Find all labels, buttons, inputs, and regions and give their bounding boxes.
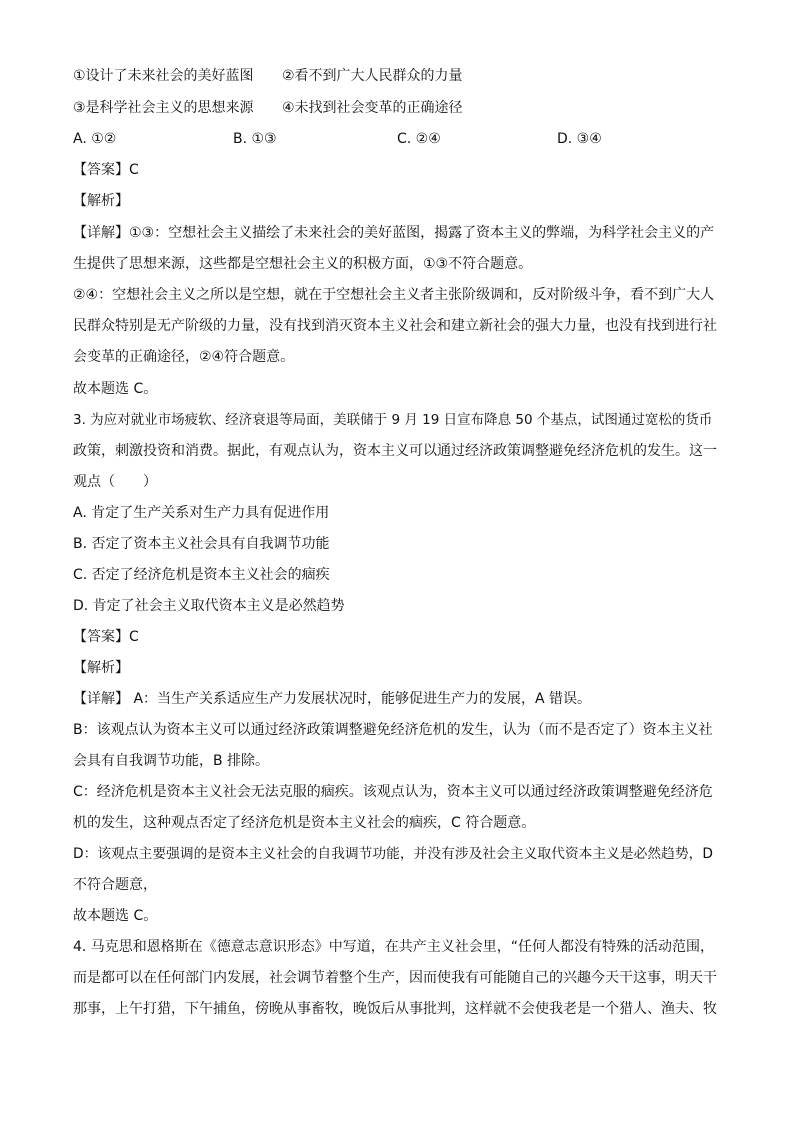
q2-option-b: B. ①③ (233, 131, 277, 147)
q3-option-a: A. 肯定了生产关系对生产力具有促进作用 (73, 505, 330, 521)
q3-detail-line: 机的发生，这种观点否定了经济危机是资本主义社会的痼疾，C 符合题意。 (73, 815, 536, 831)
q3-option-c: C. 否定了经济危机是资本主义社会的痼疾 (73, 567, 330, 583)
q3-analysis-label: 【解析】 (73, 660, 129, 676)
q2-detail-line: 民群众特别是无产阶级的力量，没有找到消灭资本主义社会和建立新社会的强大力量，也没有找到进行社 (73, 318, 717, 334)
q3-detail-line: B：该观点认为资本主义可以通过经济政策调整避免经济危机的发生，认为（而不是否定了）资本主义社 (73, 722, 713, 738)
q4-stem-line: 那事，上午打猎，下午捕鱼，傍晚从事畜牧，晚饭后从事批判，这样就不会使我老是一个猎人、渔夫、牧 (73, 1001, 717, 1017)
statement-3: ③是科学社会主义的思想来源 (73, 100, 254, 116)
q2-detail-line: 生提供了思想来源，这些都是空想社会主义的积极方面，①③不符合题意。 (73, 256, 533, 272)
q2-conclusion: 故本题选 C。 (73, 381, 158, 397)
q3-answer: 【答案】C (73, 629, 139, 645)
q3-detail-line: 【详解】 A：当生产关系适应生产力发展状况时，能够促进生产力的发展，A 错误。 (73, 691, 592, 707)
q3-conclusion: 故本题选 C。 (73, 908, 158, 924)
q4-stem-line: 而是都可以在任何部门内发展，社会调节着整个生产，因而使我有可能随自己的兴趣今天干这事，明天干 (73, 970, 717, 986)
statement-4: ④未找到社会变革的正确途径 (282, 100, 463, 116)
statement-1: ①设计了未来社会的美好蓝图 (73, 68, 254, 84)
q2-answer: 【答案】C (73, 162, 139, 178)
q3-stem-line: 政策，刺激投资和消费。据此，有观点认为，资本主义可以通过经济政策调整避免经济危机的发生。这一 (73, 443, 717, 459)
q3-option-d: D. 肯定了社会主义取代资本主义是必然趋势 (73, 598, 345, 614)
q2-detail-line: ②④：空想社会主义之所以是空想，就在于空想社会主义者主张阶级调和，反对阶级斗争，看不到广大人 (73, 287, 715, 303)
q3-detail-line: 不符合题意， (73, 877, 157, 893)
statement-row-2 (73, 98, 723, 118)
q2-option-a: A. ①② (73, 131, 117, 147)
q2-detail-line: 【详解】①③：空想社会主义描绘了未来社会的美好蓝图，揭露了资本主义的弊端，为科学社会主义的产 (73, 225, 715, 241)
q3-detail-line: D：该观点主要强调的是资本主义社会的自我调节功能，并没有涉及社会主义取代资本主义是必然趋势，D (73, 846, 713, 862)
q2-detail-line: 会变革的正确途径，②④符合题意。 (73, 349, 295, 365)
q3-stem-line: 3. 为应对就业市场疲软、经济衰退等局面，美联储于 9 月 19 日宣布降息 50 个基点，试图通过宽松的货币 (73, 412, 713, 428)
q3-option-b: B. 否定了资本主义社会具有自我调节功能 (73, 536, 330, 552)
q3-detail-line: 会具有自我调节功能，B 排除。 (73, 753, 270, 769)
q2-option-c: C. ②④ (397, 131, 441, 147)
q2-option-d: D. ③④ (557, 131, 602, 147)
statement-2: ②看不到广大人民群众的力量 (282, 68, 463, 84)
q3-detail-line: C：经济危机是资本主义社会无法克服的痼疾。该观点认为，资本主义可以通过经济政策调整避免经济危 (73, 784, 713, 800)
statement-row-1 (73, 66, 723, 86)
q4-stem-line: 4. 马克思和恩格斯在《德意志意识形态》中写道，在共产主义社会里，“任何人都没有特殊的活动范围， (73, 939, 715, 955)
q3-stem-line: 观点（ ） (73, 474, 157, 490)
q2-analysis-label: 【解析】 (73, 193, 129, 209)
q2-options (73, 129, 723, 149)
